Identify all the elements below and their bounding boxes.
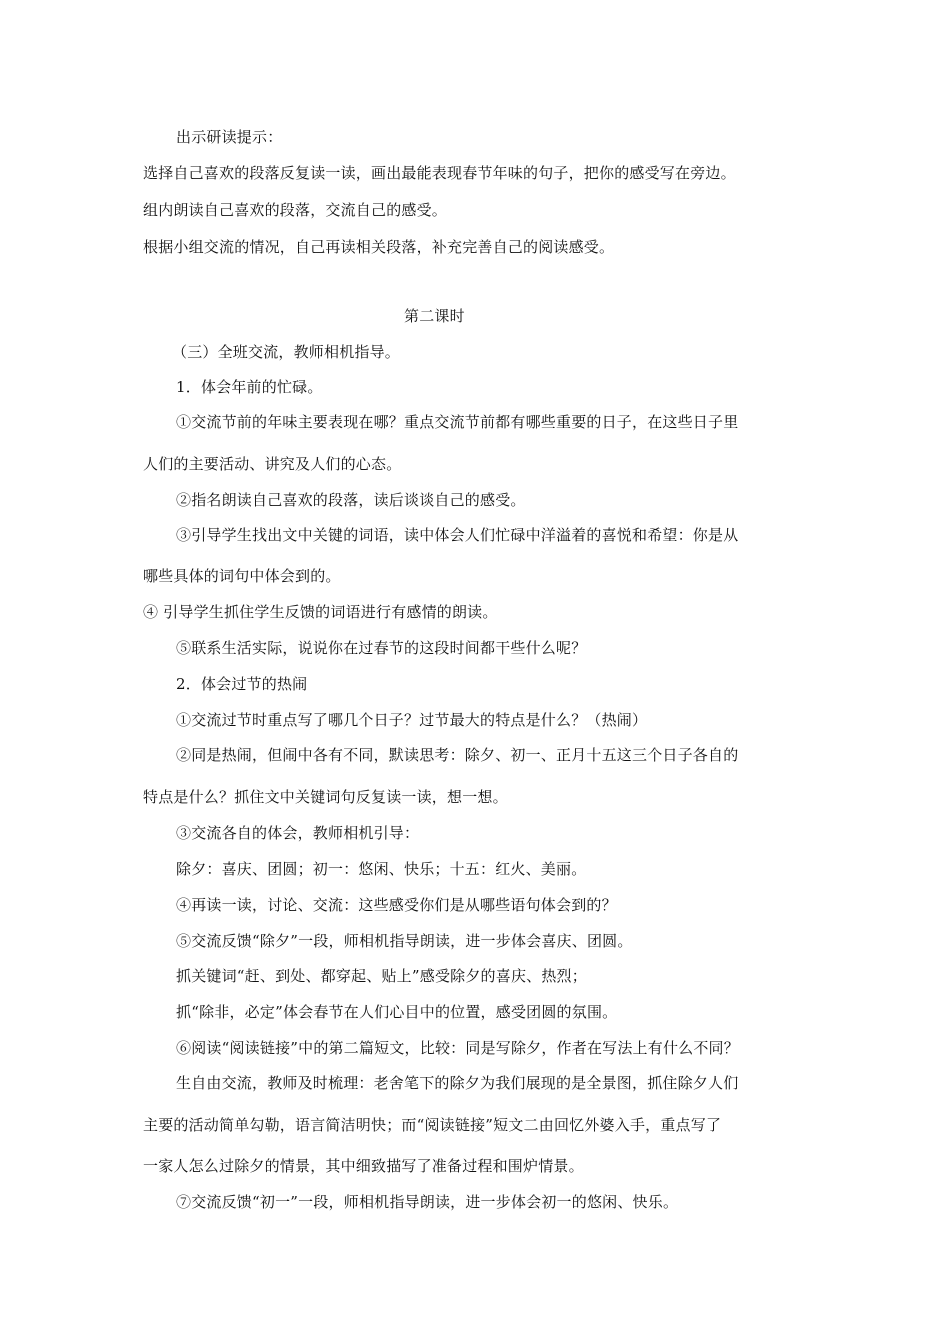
text-line: 抓关键词“赶、到处、都穿起、贴上”感受除夕的喜庆、热烈； (176, 967, 587, 985)
text-line: ⑤交流反馈“除夕”一段，师相机指导朗读，进一步体会喜庆、团圆。 (176, 932, 633, 950)
text-line: ④再读一读，讨论、交流：这些感受你们是从哪些语句体会到的？ (176, 896, 617, 914)
text-line: 人们的主要活动、讲究及人们的心态。 (143, 455, 402, 473)
prompt-line: 选择自己喜欢的段落反复读一读，画出最能表现春节年味的句子，把你的感受写在旁边。 (143, 164, 736, 182)
text-line: ①交流过节时重点写了哪几个日子？过节最大的特点是什么？（热闹） (176, 711, 648, 729)
text-line: 1．体会年前的忙碌。 (176, 378, 323, 396)
text-line: 除夕：喜庆、团圆；初一：悠闲、快乐；十五：红火、美丽。 (176, 860, 587, 878)
prompt-line: 组内朗读自己喜欢的段落，交流自己的感受。 (143, 201, 448, 219)
text-line: 特点是什么？抓住文中关键词句反复读一读，想一想。 (143, 788, 508, 806)
text-line: 主要的活动简单勾勒，语言简洁明快；而“阅读链接”短文二由回忆外婆入手，重点写了 (143, 1116, 722, 1134)
text-line: ⑤联系生活实际，说说你在过春节的这段时间都干些什么呢？ (176, 639, 587, 657)
text-line: ②同是热闹，但闹中各有不同，默读思考：除夕、初一、正月十五这三个日子各自的 (176, 746, 739, 764)
text-line: 2．体会过节的热闹 (176, 675, 308, 693)
text-line: ⑥阅读“阅读链接”中的第二篇短文，比较：同是写除夕，作者在写法上有什么不同？ (176, 1039, 739, 1057)
text-line: ①交流节前的年味主要表现在哪？重点交流节前都有哪些重要的日子，在这些日子里 (176, 413, 739, 431)
text-line: ⑦交流反馈“初一”一段，师相机指导朗读，进一步体会初一的悠闲、快乐。 (176, 1193, 679, 1211)
text-line: 一家人怎么过除夕的情景，其中细致描写了准备过程和围炉情景。 (143, 1157, 584, 1175)
prompt-line: 根据小组交流的情况，自己再读相关段落，补充完善自己的阅读感受。 (143, 238, 615, 256)
text-line: ④ 引导学生抓住学生反馈的词语进行有感情的朗读。 (143, 603, 498, 621)
lesson-title: 第二课时 (404, 307, 465, 325)
prompt-heading: 出示研读提示： (176, 128, 283, 146)
text-line: ③引导学生找出文中关键的词语，读中体会人们忙碌中洋溢着的喜悦和希望：你是从 (176, 526, 739, 544)
text-line: 抓“除非，必定”体会春节在人们心目中的位置，感受团圆的氛围。 (176, 1003, 618, 1021)
text-line: 哪些具体的词句中体会到的。 (143, 567, 341, 585)
text-line: （三）全班交流，教师相机指导。 (172, 343, 401, 361)
text-line: ③交流各自的体会，教师相机引导： (176, 824, 420, 842)
text-line: ②指名朗读自己喜欢的段落，读后谈谈自己的感受。 (176, 491, 526, 509)
text-line: 生自由交流，教师及时梳理：老舍笔下的除夕为我们展现的是全景图，抓住除夕人们 (176, 1074, 739, 1092)
